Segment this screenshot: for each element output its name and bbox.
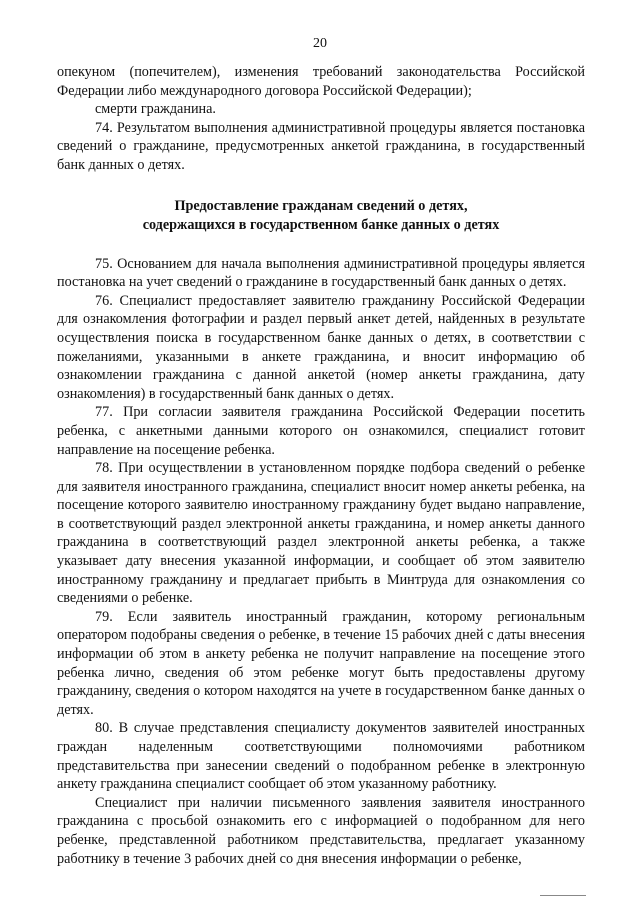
paragraph-76: 76. Специалист предоставляет заявителю гражданину Российской Федерации для ознакомления фотографии и раздел первый анкет детей, найденных в результате осуществления поиска в государственном банке данных о детях, в соответствии с пожеланиями, указанными в анкете гражданина, и вносит информацию об ознакомлении гражданина с данной анкетой (номер анкеты гражданина, дату ознакомления) в государственный банк данных о детях. (57, 292, 585, 402)
page-number: 20 (313, 36, 327, 51)
paragraph-death-clause: смерти гражданина. (95, 101, 216, 118)
paragraph-77: 77. При согласии заявителя гражданина Российской Федерации посетить ребенка, с анкетными данными которого он ознакомился, специалист готовит направление на посещение ребенка. (57, 404, 585, 458)
footer-rule (540, 895, 586, 896)
paragraph-78: 78. При осуществлении в установленном порядке подбора сведений о ребенке для заявителя иностранного гражданина, специалист вносит номер анкеты ребенка, на посещение которого заявителю иностранному гражданину будет выдано направление, в соответствующий раздел электронной анкеты гражданина, и номер анкеты данного гражданина в соответствующий раздел электронной анкеты ребенка, а также указывает дату внесения указанной информации, и сообщает об этом заявителю иностранному гражданину и предлагает прибыть в Минтруда для ознакомления со сведениями о ребенке. (57, 460, 585, 607)
section-heading (57, 197, 585, 235)
paragraph-specialist: Специалист при наличии письменного заявления заявителя иностранного гражданина с просьбой ознакомить его с информацией о подобранном для него ребенке, представленной работником представительства, предлагает указанному работнику в течение 3 рабочих дней со дня внесения информации о ребенке, (57, 794, 585, 867)
document-body (57, 63, 585, 868)
section-heading-line-1: Предоставление гражданам сведений о детях, (174, 197, 468, 214)
paragraph-80: 80. В случае представления специалисту документов заявителей иностранных граждан наделенным соответствующими полномочиями работником представительства при занесении сведений о подобранном ребенке в электронную анкету гражданина специалист сообщает об этом указанному работнику. (57, 720, 585, 793)
paragraph-continuation: опекуном (попечителем), изменения требований законодательства Российской Федерации либо международного договора Российской Федерации); (57, 64, 585, 99)
paragraph-74: 74. Результатом выполнения административной процедуры является постановка сведений о гражданине, предусмотренных анкетой гражданина, в государственный банк данных о детях. (57, 119, 585, 173)
section-heading-line-2: содержащихся в государственном банке данных о детях (142, 216, 500, 233)
paragraph-75: 75. Основанием для начала выполнения административной процедуры является постановка на учет сведений о гражданине в государственный банк данных о детях. (57, 255, 585, 291)
paragraph-79: 79. Если заявитель иностранный гражданин, которому региональным оператором подобраны сведения о ребенке, в течение 15 рабочих дней с даты внесения информации об этом в анкету ребенка не получит направление на посещение этого ребенка лично, сведения об этом ребенке могут быть предоставлены другому гражданину, сведения о котором находятся на учете в государственном банке данных о детях. (57, 608, 585, 718)
